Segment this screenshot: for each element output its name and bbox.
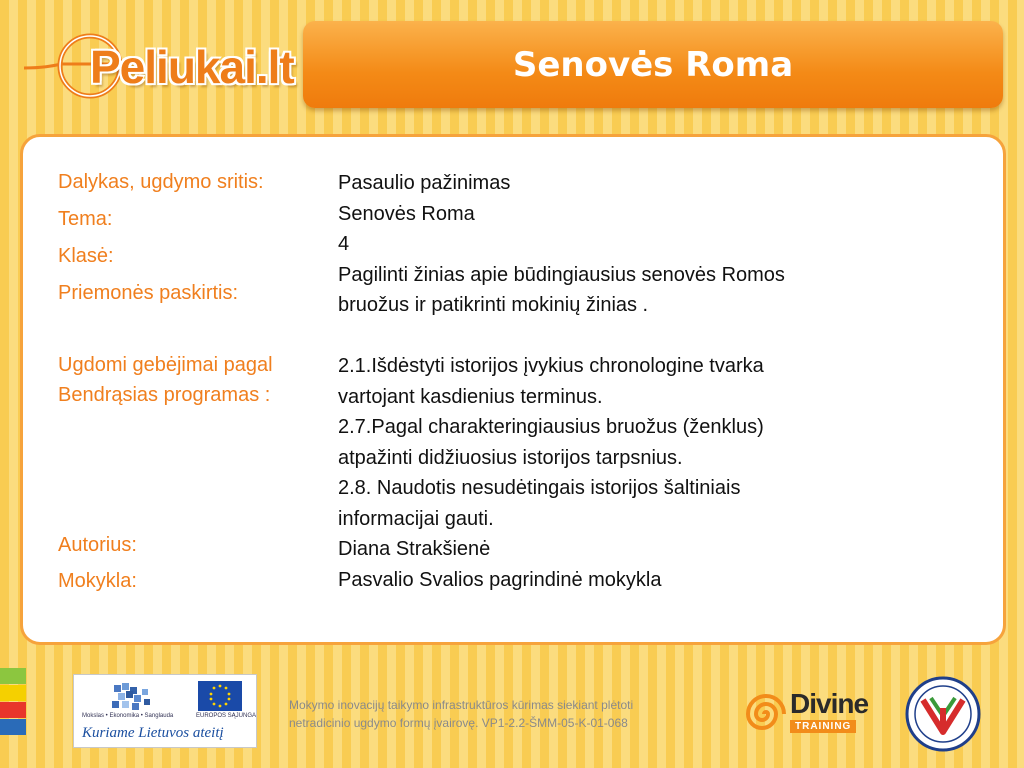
value-skill-2-line1: 2.7.Pagal charakteringiausius bruožus (ženklus) xyxy=(338,416,764,438)
value-author: Diana Strakšienė xyxy=(338,538,491,560)
info-panel xyxy=(20,134,1006,645)
value-skill-3-line2: informacijai gauti. xyxy=(338,507,494,530)
value-skill-1-line1: 2.1.Išdėstyti istorijos įvykius chronologine tvarka xyxy=(338,355,764,377)
logo-text: Peliukai.lt xyxy=(90,41,294,93)
title-bar xyxy=(303,21,1003,108)
stripe-blue xyxy=(0,719,26,735)
eu-partner-text: Mokslas • Ekonomika • Sanglauda xyxy=(82,713,174,719)
project-description xyxy=(289,696,633,732)
value-skill-1-line2: vartojant kasdienius terminus. xyxy=(338,385,603,408)
value-topic: Senovės Roma xyxy=(338,202,475,225)
divine-word: Divine xyxy=(790,688,869,719)
value-skill-3-line1: 2.8. Naudotis nesudėtingais istorijos šaltiniais xyxy=(338,477,741,499)
label-author: Autorius: xyxy=(58,534,137,556)
stripe-red xyxy=(0,702,26,718)
label-topic: Tema: xyxy=(58,208,113,230)
value-subject: Pasaulio pažinimas xyxy=(338,172,511,194)
color-stripe xyxy=(0,668,26,750)
value-school: Pasvalio Svalios pagrindinė mokykla xyxy=(338,568,662,591)
stripe-yellow xyxy=(0,685,26,701)
divine-training-logo xyxy=(744,688,874,738)
label-subject: Dalykas, ugdymo sritis: xyxy=(58,171,264,193)
eu-flag-icon xyxy=(198,681,242,711)
eu-funding-logo xyxy=(73,674,257,748)
spiral-icon xyxy=(744,692,788,736)
value-purpose-line1: Pagilinti žinias apie būdingiausius senovės Romos xyxy=(338,263,785,286)
value-skill-2-line2: atpažinti didžiuosius istorijos tarpsnius. xyxy=(338,446,683,469)
stripe-green xyxy=(0,668,26,684)
eu-slogan: Kuriame Lietuvos ateitį xyxy=(82,725,224,741)
values-block xyxy=(338,168,785,595)
eu-union-text: EUROPOS SĄJUNGA xyxy=(196,713,257,719)
label-grade: Klasė: xyxy=(58,245,114,267)
divine-training-label: TRAINING xyxy=(790,720,856,733)
project-line-1: Mokymo inovacijų taikymo infrastruktūros kūrimas siekiant plėtoti xyxy=(289,698,634,712)
value-spacer xyxy=(338,321,785,352)
label-school: Mokykla: xyxy=(58,570,137,592)
school-seal-logo xyxy=(905,676,981,752)
project-line-2: netradicinio ugdymo formų įvairovę. VP1-2.2-ŠMM-05-K-01-068 xyxy=(289,716,628,730)
value-grade: 4 xyxy=(338,233,350,255)
value-purpose-line2: bruožus ir patikrinti mokinių žinias . xyxy=(338,294,649,316)
peliukai-logo[interactable] xyxy=(22,28,292,100)
label-skills-line1: Ugdomi gebėjimai pagal xyxy=(58,354,273,376)
mosaic-icon xyxy=(104,681,164,717)
seal-emblem-icon xyxy=(905,676,981,752)
label-skills-line2: Bendrąsias programas : xyxy=(58,384,271,406)
label-purpose: Priemonės paskirtis: xyxy=(58,282,239,304)
page-title: Senovės Roma xyxy=(512,44,794,85)
